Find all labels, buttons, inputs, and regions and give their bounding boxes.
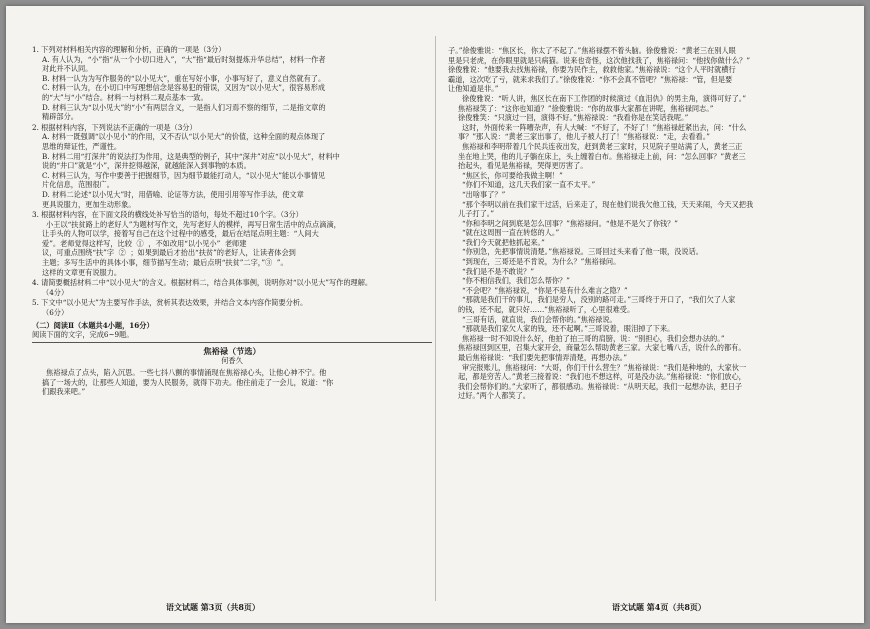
story-paragraph-line: “我们今天就把他抓起来。” — [462, 237, 545, 247]
text-line: 让手头的人物可以学，接着写自己在这个过程中的感受，最后在结尾点明主题：“人间大 — [42, 229, 319, 239]
text-line: B. 材料二用“打深井”的说法打为作用，这是典型的例子，其中“深井”对应“以小见大”，材料中 — [42, 151, 340, 161]
text-line: D. 材料三认为“以小见大”的“小”有两层含义，一是指人们习焉不察的细节，二是指文章的 — [42, 102, 326, 112]
text-line: 精辟部分。 — [42, 112, 78, 122]
story-paragraph-line: “那就是我们家欠人家的钱，还不起啊。”三哥说着，眼泪掉了下来。 — [462, 324, 675, 334]
story-paragraph-line: “就在这周围一直在转悠的人。” — [462, 228, 560, 238]
story-paragraph-line: 抬起头，看见是焦裕禄，哭得更厉害了。 — [458, 161, 588, 171]
text-line: （二）阅读Ⅱ（本题共4小题，16分） — [32, 320, 154, 330]
story-paragraph-line: “你不相信我们，我们怎么帮你？” — [462, 276, 570, 286]
story-paragraph-line: 们跟我来吧。” — [42, 387, 86, 397]
story-paragraph-line: 坐在地上哭，他的儿子躺在床上，头上缠着白布。焦裕禄走上前，问：“怎么回事？”黄老三 — [458, 151, 746, 161]
text-line: A. 有人认为，“小”指“从一个小切口进入”，“大”指“最后时刻提炼升华总结”，材料一作者 — [42, 54, 326, 64]
text-line: 主题；多写生活中的具体小事，细节描写生动；最后点明“扶贫”二字，”③ ”。 — [42, 258, 288, 268]
text-line: 更具说服力，更加生动形象。 — [42, 199, 136, 209]
story-paragraph-line: 徐俊雅说：“他要我去找焦裕禄，你要为民作主，救救他家。”焦裕禄说：“这个人平时就横行 — [448, 65, 736, 75]
story-paragraph-line: “焦区长，你可要给我做主啊！” — [462, 170, 563, 180]
story-paragraph-line: “三哥有话，就直说，我们会帮你的。”焦裕禄说。 — [462, 314, 617, 324]
text-line: 小王以“扶贫路上的老好人”为题材写作文，先写老好人的模样，再写日常生活中的点点滴滴， — [46, 219, 341, 229]
story-paragraph-line: “出啥事了？” — [462, 189, 506, 199]
story-paragraph-line: 过好。”两个人都笑了。 — [458, 391, 530, 401]
story-paragraph-line: 里是只老虎，在你眼里就是只病猫。说来也奇怪，这次他找我了，焦裕禄问：“他找你做什么？” — [448, 55, 751, 65]
story-author: 何香久 — [221, 356, 243, 366]
text-line: 这样的文章更有说服力。 — [42, 267, 122, 277]
story-paragraph-line: 我们会帮你们的。”大家听了，都很感动。焦裕禄说：“从明天起，我们一起想办法，把日子 — [458, 381, 743, 391]
story-paragraph-line: 最后焦裕禄说：“我们要先把事情弄清楚，再想办法。” — [458, 353, 628, 362]
story-paragraph-line: 焦裕禄回到区里，召集大家开会，商量怎么帮助黄老三家。大家七嘴八舌，说什么的都有。 — [458, 343, 746, 353]
text-line: 3. 根据材料内容，在下面文段的横线处补写恰当的语句，每处不超过10个字。（3分） — [32, 210, 303, 220]
story-paragraph-line: “那就是我们干的事儿，我们是穷人，没别的路可走。”三哥终于开口了，“我们欠了人家 — [462, 295, 736, 305]
text-line: 5. 下文中“以小见大”为主要写作手法，赏析其表达效果，并结合文本内容作简要分析。 — [32, 298, 308, 308]
story-paragraph-line: 这时，外面传来一阵嘈杂声，有人大喊：“不好了，不好了！”焦裕禄赶紧出去，问：“什么 — [462, 122, 747, 132]
story-paragraph-line: 徐俊雅笑：“只演过一回，演得不好。”焦裕禄说：“我看你是在笑话我呢。” — [458, 113, 689, 123]
story-paragraph-line: 搞了一场大的，让那些人知道，要为人民服务，就得下功夫。他往前走了一会儿，说道：“你 — [42, 377, 334, 387]
story-paragraph-line: 子。”徐俊雅说：“焦区长，你太了不起了。”焦裕禄摆不着头脑。徐俊雅说：“黄老三在别人眼 — [448, 46, 736, 55]
story-paragraph-line: 儿子打了。” — [458, 209, 495, 219]
text-line: 1. 下列对材料相关内容的理解和分析，正确的一项是（3分） — [32, 45, 226, 54]
column-divider — [435, 36, 436, 601]
text-line: 阅读下面的文字，完成6~9题。 — [32, 330, 134, 340]
story-paragraph-line: “不会吧？”焦裕禄说，“你是不是有什么难言之隐？” — [462, 285, 628, 295]
story-paragraph-line: “到现在，三哥还是不肯说，为什么？”焦裕禄问。 — [462, 257, 621, 267]
exam-sheet — [6, 6, 864, 623]
story-paragraph-line: 的钱，还不起，就只好……”焦裕禄听了，心里很难受。 — [458, 305, 635, 315]
story-paragraph-line: 焦裕禄笑了：“这你也知道？”徐俊雅说：“你的故事大家都在讲呢，焦裕禄同志。” — [458, 103, 714, 113]
text-line: B. 材料一认为为写作服务的“以小见大”，重在写好小事，小事写好了，意义自然就有了。 — [42, 73, 326, 83]
story-paragraph-line: 焦裕禄点了点头，陷入沉思。一些七抖八颤的事情涌现在焦裕禄心头，让他心神不宁。他 — [46, 368, 327, 377]
text-line: （4分） — [42, 287, 69, 297]
story-paragraph-line: “你别急，先把事情说清楚。”焦裕禄说。三哥回过头来看了他一眼，没说话。 — [462, 247, 703, 257]
text-line: A. 材料一既强调“以小见小”的作用，又不否认“以小见大”的价值，这种全面的观点体现了 — [42, 132, 326, 142]
page-footer-left: 语文试题 第3页（共8页） — [166, 602, 260, 612]
text-line: C. 材料三认为，写作中要善于把握细节，因为细节最能打动人，“以小见大”能以小事情见 — [42, 170, 326, 180]
story-paragraph-line: 起，都是穷苦人。”黄老三接着说：“我们也不想这样，可是没办法。”焦裕禄说：“你们放心， — [458, 372, 746, 382]
text-line: 的“大”与“小”结合。材料一与材料二观点基本一致。 — [42, 92, 208, 102]
text-line: 2. 根据材料内容，下列说法不正确的一项是（3分） — [32, 122, 197, 132]
story-paragraph-line: “那个李明以前在我们家干过活，后来走了，现在他们说我欠他工钱，天天来闹，今天又把我 — [462, 199, 754, 209]
text-line: 对此并不认同。 — [42, 64, 93, 74]
story-paragraph-line: 让他知道是非。” — [448, 84, 499, 94]
story-paragraph-line: “你和李明之间到底是怎么回事？”焦裕禄问。“他是不是欠了你钱？” — [462, 218, 678, 228]
text-line: 片化信息，范围很广。 — [42, 180, 114, 190]
story-paragraph-line: 徐俊雅说：“听人讲，焦区长在南下工作团的时候演过《血泪仇》的男主角，演得可好了。” — [462, 93, 747, 103]
section-rule — [32, 342, 432, 343]
story-title: 焦裕禄（节选） — [203, 345, 261, 356]
story-paragraph-line: 焦裕禄和李明带着几个民兵连夜出发，赶到黄老三家时，只见院子里站满了人，黄老三正 — [462, 141, 743, 151]
text-line: 思维的辩证性，严谨性。 — [42, 141, 122, 151]
text-line: 议，可重点围绕“扶”字 ② ；如果到最后才抬出“扶贫”的老好人，让读者体会到 — [42, 248, 296, 258]
story-paragraph-line: 事？”那人说：“黄老三家出事了，他儿子被人打了！”焦裕禄说：“走，去看看。” — [458, 132, 710, 142]
story-paragraph-line: “我们是不是不敢说？” — [462, 266, 535, 276]
text-line: 爱”。老师觉得这样写，比较 ① ，不如改用“以小见小” 老师建 — [42, 238, 247, 248]
page-footer-right: 语文试题 第4页（共8页） — [612, 602, 706, 612]
text-line: （6分） — [42, 308, 69, 318]
text-line: C. 材料一认为，在小切口中写理想信念是容易犯的错误，又因为“以小见大”，很容易形成 — [42, 83, 326, 93]
text-line: 说的“井口”就是“小”，深井挖得越深，就越能深入到事物的本质。 — [42, 161, 251, 171]
story-paragraph-line: 审完报账儿，焦裕禄问：“大哥，你们干什么营生？”焦裕禄说：“我们是种地的，大家伙一 — [462, 362, 747, 372]
story-paragraph-line: “你们不知道，这几天我们家一直不太平。” — [462, 180, 596, 190]
text-line: D. 材料二论述“以小见大”时，用借喻、论证等方法，使用引用等写作手法，使文章 — [42, 189, 304, 199]
right-column — [448, 46, 852, 401]
text-line: 4. 请简要概括材料二中“以小见大”的含义。根据材料二，结合具体事例，说明你对“以小见大”写作的理解。 — [32, 278, 373, 288]
story-paragraph-line: 霸道，这次吃了亏，就来求我们了。”徐俊雅说：“你不会真不管吧？”焦裕禄：“管，但是要 — [448, 74, 733, 84]
left-column — [32, 44, 432, 397]
story-paragraph-line: 焦裕禄一时不知说什么好，他拍了拍三哥的肩膀，说：“别担心，我们会想办法的。” — [462, 333, 725, 343]
